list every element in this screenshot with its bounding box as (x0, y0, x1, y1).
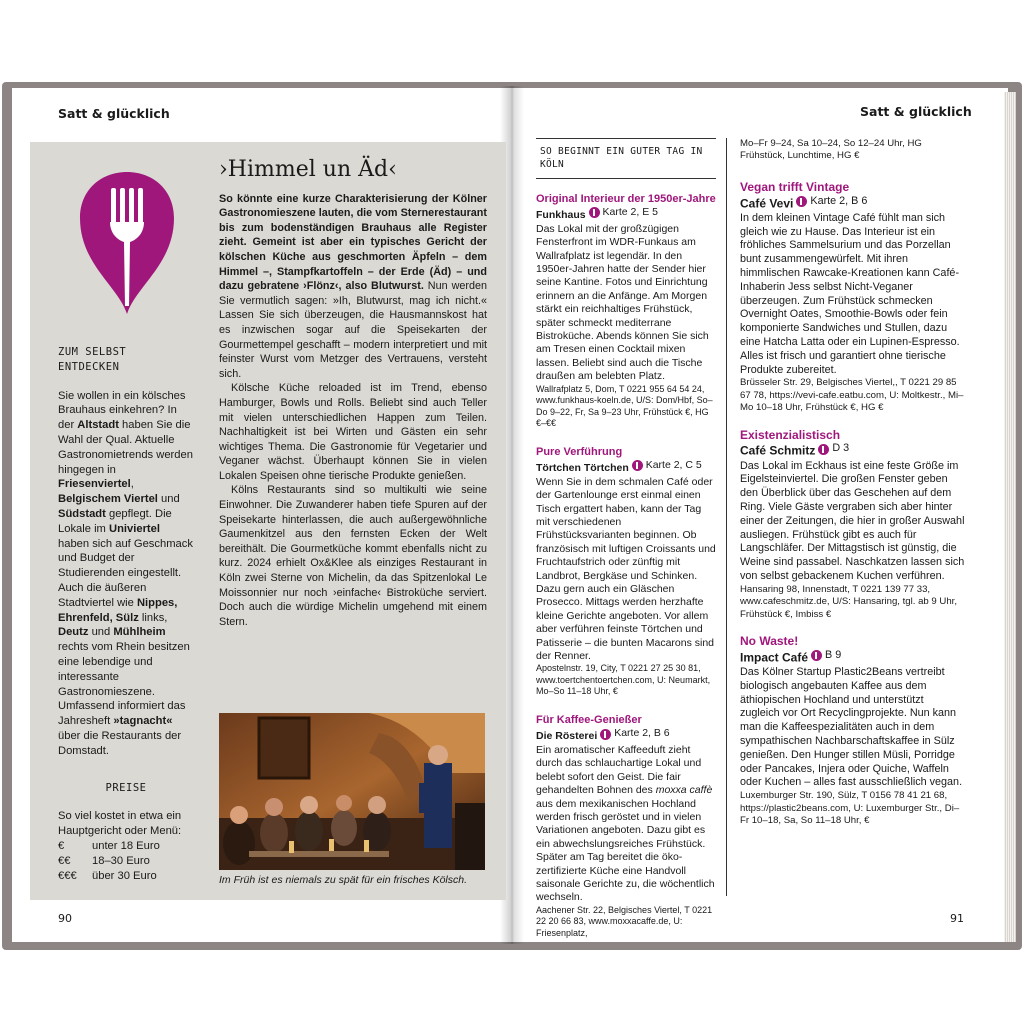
venue-address: Aachener Str. 22, Belgisches Viertel, T 0221 22 20 66 83, www.moxxacaffe.de, U: Friesenplatz, (536, 904, 713, 938)
venue-address: Apostelnstr. 19, City, T 0221 27 25 30 81, www.toertchentoertchen.com, U: Neumarkt, Mo–So 11–18 Uhr, € (536, 663, 711, 697)
venue-description: Das Kölner Startup Plastic2Beans vertreibt biologisch angebauten Kaffee aus dem äthiopischen Hochland und unterstützt zugleich vor Ort Recyclingprojekte. Nun kann man die Kaffeespezialitäten auch in dem sympathischen Nachbarschaftskaffee in Sülz genießen. Den Hunger stillen Müsli, Porridge oder Pancakes, Injera oder Quiche, Waffeln oder Kuchen – alles fast ausschließlich vegan. (740, 665, 963, 789)
venue-entry (740, 429, 966, 621)
district-nippes: Nippes, Ehrenfeld, Sülz (58, 596, 178, 624)
district-friesenviertel: Friesenviertel (58, 478, 131, 491)
map-pin-icon (589, 207, 600, 218)
venue-name-line (536, 727, 716, 744)
venue-description: Das Lokal mit der großzügigen Fensterfront im WDR-Funkaus am Wallrafplatz ist legendär. In den 1950er-Jahren hatte der Sender hier seine Kantine. Fotos und Einrichtung erinnern an die Anfänge. Am Morgen stärkt ein reichhaltiges Frühstück, später schmeckt mediterrane Bistroküche. Abends können Sie sich am Tresen einen Cocktail mixen lassen. Beliebt sind auch die Tische draußen am belebten Platz. (536, 222, 709, 383)
article-title: ›Himmel un Äd‹ (219, 157, 397, 182)
map-reference-text: Karte 2, B 6 (614, 727, 670, 740)
venue-entry (740, 181, 966, 415)
venue-name-line (536, 459, 716, 476)
brand-name: moxxa caffè (655, 784, 713, 797)
map-reference (811, 649, 841, 663)
photo-caption: Im Früh ist es niemals zu spät für ein frisches Kölsch. (219, 874, 468, 886)
sidebar-text-part: und (157, 493, 180, 506)
venue-address-continued: Mo–Fr 9–24, Sa 10–24, So 12–24 Uhr, HG Frühstück, Lunchtime, HG € (740, 138, 922, 162)
right-page-number: 91 (950, 912, 964, 925)
map-reference (600, 727, 669, 740)
map-pin-icon (811, 650, 822, 661)
venue-entry (740, 635, 966, 827)
article-paragraph-3: Kölns Restaurants sind so multikulti wie seine Einwohner. Die Zuwanderer haben tiefe Spuren auf der Speisekarte hinterlassen, die auch außergewöhnliche Gaumenkitzel aus den fernsten Ecken der Welt bereithält. Die Gourmetküche kommt ebenfalls nicht zu kurz. 2024 erhielt Ox&Klee als einziges Restaurant in Köln zwei Sterne von Michelin, da das Spitzenlokal Le Moissonnier nur noch ›einfache‹ Bistroküche serviert. Doch auch die würdige Michelin umgehend mit einem Stern. (219, 484, 487, 628)
sidebar-discover (58, 345, 194, 883)
sidebar-text-part: gepflegt. Die Lokale im (58, 507, 172, 535)
venue-name-line (740, 195, 966, 212)
fork-pin-icon (74, 168, 180, 318)
price-range: über 30 Euro (92, 869, 157, 882)
column-divider (726, 138, 727, 896)
venue-entry (536, 714, 716, 939)
prices-table (58, 839, 194, 883)
article-text: Nun werden Sie vermutlich sagen: »Ih, Blutwurst, mag ich nicht.« Lassen Sie sich überzeugen, die Hausmannskost hat es inzwischen sogar auf die Speisekarten der Gourmettempel geschafft – modern interpretiert und mit feinster Wurst vom Metzger des Vertrauens, versteht sich. (219, 280, 487, 380)
venue-address: Brüsseler Str. 29, Belgisches Viertel,, T 0221 29 85 67 78, https://vevi-cafe.eatbu.com, U: Moltkestr., Mi–Mo 10–18 Uhr, Frühstück €, HG € (740, 377, 964, 414)
district-suedstadt: Südstadt (58, 507, 106, 520)
price-symbol: €€ (58, 854, 71, 867)
venue-name: Die Rösterei (536, 730, 598, 743)
sidebar-text-part: haben Sie die Wahl der Qual. Aktuelle Gastronomietrends werden hingegen in (58, 419, 193, 476)
map-reference (632, 459, 702, 472)
venue-name-line (740, 442, 966, 459)
page-edges (1004, 92, 1016, 942)
map-reference-text: B 9 (825, 648, 842, 661)
price-symbol: € (58, 839, 65, 852)
map-reference (589, 206, 658, 219)
venue-name: Funkhaus (536, 209, 586, 222)
map-pin-icon (600, 729, 611, 740)
map-reference (818, 442, 849, 456)
venue-description-text: Ein aromatischer Kaffeeduft zieht durch das schlauchartige Lokal und belebt sofort den Geist. Die fair gehandelten Bohnen des (536, 743, 702, 797)
map-reference-text: Karte 2, E 5 (602, 206, 658, 219)
breakfast-column-1 (536, 138, 716, 955)
price-row (58, 839, 194, 854)
venue-category: Original Interieur der 1950er-Jahre (536, 192, 716, 205)
venue-category: Vegan trifft Vintage (740, 179, 850, 194)
venue-name: Café Schmitz (740, 443, 816, 458)
sidebar-text-part: und (88, 626, 114, 639)
district-muehlheim: Mühlheim (113, 626, 166, 639)
venue-name: Café Vevi (740, 196, 794, 210)
price-row (58, 854, 194, 869)
sidebar-title: ZUM SELBST ENTDECKEN (58, 346, 127, 373)
map-pin-icon (818, 444, 829, 455)
price-symbol: €€€ (58, 869, 77, 882)
prices-intro: So viel kostet in etwa ein Hauptgericht oder Menü: (58, 810, 182, 838)
column-title: SO BEGINNT EIN GUTER TAG IN KÖLN (536, 138, 716, 179)
venue-name-line (536, 206, 716, 223)
sidebar-text-part: links, (138, 611, 168, 624)
map-reference-text: Karte 2, B 6 (810, 194, 868, 207)
district-deutz: Deutz (58, 626, 89, 639)
venue-category: Für Kaffee-Genießer (536, 713, 642, 726)
venue-address: Luxemburger Str. 190, Sülz, T 0156 78 41 21 68, https://plastic2beans.com, U: Luxemburger Str., Di–Fr 10–18, Sa, So 11–18 Uhr, € (740, 790, 960, 826)
right-running-header: Satt & glücklich (860, 104, 972, 119)
venue-category: Existenzialistisch (740, 427, 841, 442)
map-pin-icon (632, 460, 643, 471)
brauhaus-photo (219, 713, 485, 870)
venue-description (536, 744, 716, 905)
venue-description: Wenn Sie in dem schmalen Café oder der Gartenlounge erst einmal einen Tisch ergattert haben, kann der Tag mit verschiedenen Frühstücksvarianten beginnen. Ob französisch mit luftigen Croissants und Fruchtaufstrich oder zünftig mit Landbrot, Bergkäse und Schinken. Dazu gern auch ein Gläschen Prosecco. Mittags werden herzhafte kleine Gerichte angeboten. Vor allem aber verführen feinste Törtchen und Patisserie – die bunten Macarons sind der Renner. (536, 475, 716, 662)
sidebar-text-part: , (130, 478, 134, 491)
sidebar-text-part: Sie wollen in ein kölsches Brauhaus einkehren? In der (58, 389, 186, 432)
district-belgisches-viertel: Belgischem Viertel (58, 493, 158, 506)
venue-name: Impact Café (740, 650, 809, 665)
venue-description: Das Lokal im Eckhaus ist eine feste Größe im Eigelsteinviertel. Die großen Fenster geben den Überblick über das Geschehen auf dem Ring. Viele Gäste vergraben sich aber hinter einer der Zeitungen, die hier in großer Auswahl ausliegen. Frühstück gibt es auch für Langschläfer. Der Mittagstisch ist günstig, die Weine sind passabel. Naschkatzen lassen sich von selbst gebackenem Kuchen verführen. (740, 459, 965, 582)
district-univiertel: Univiertel (109, 522, 160, 535)
left-running-header: Satt & glücklich (58, 106, 170, 121)
venue-category: Pure Verführung (536, 445, 623, 458)
map-pin-icon (796, 196, 807, 207)
venue-category: No Waste! (740, 633, 799, 648)
tagnacht-magazine: »tagnacht« (113, 715, 173, 728)
venue-entry (536, 193, 716, 430)
venue-description-text: aus dem mexikanischen Hochland werden frisch geröstet und in vielen Variationen angeboten. Dazu gibt es ein abwechslungsreiches Frühstück. Später am Tag bereitet die öko-zertifizierte Küche eine Handvoll saisonale Gerichte zu, die wöchentlich wechseln. (536, 797, 715, 904)
sidebar-text-part: über die Restaurants der Domstadt. (58, 729, 182, 757)
venue-name: Törtchen Törtchen (536, 462, 629, 475)
venue-address: Wallrafplatz 5, Dom, T 0221 955 64 54 24, www.funkhaus-koeln.de, U/S: Dom/Hbf, So–Do 9–22, Fr, Sa 9–23 Uhr, Frühstück €, HG €–€€ (536, 383, 713, 429)
map-reference-text: Karte 2, C 5 (645, 459, 702, 472)
map-reference-text: D 3 (832, 442, 850, 455)
venue-description: In dem kleinen Vintage Café fühlt man sich gleich wie zu Hause. Das Interieur ist ein fröhliches Sammelsurium und das Porzellan bunt zusammengewürfelt. Mit ihren himmlischen Rawcake-Kreationen kann Café-Inhaberin Jess selbst Nicht-Veganer überzeugen. Zum Frühstück schmecken Overnight Oates, Smoothie-Bowls oder fein komponierte Sandwiches und Stullen, dazu eine Hatcha Latta oder ein Lupinen-Espresso. Alles ist frisch und garantiert ohne tierische Produkte zubereitet. (740, 211, 960, 376)
sidebar-text-part: rechts vom Rhein besitzen eine lebendige und interessante Gastronomieszene. Umfassend informiert das Jahresheft (58, 641, 190, 728)
article-lead: So könnte eine kurze Charakterisierung der Kölner Gastronomieszene lauten, die vom Sternerestaurant bis zum bodenständigen Brauhaus alle Register zieht. Gemeint ist aber ein typisches Gericht der kölschen Küche aus geschmorten Äpfeln – dem Himmel –, Stampfkartoffeln – der Erde (Äd) – und dazu gebratene ›Flönz‹, also Blutwurst. (219, 192, 487, 293)
district-altstadt: Altstadt (77, 419, 119, 432)
sidebar-text (58, 389, 194, 759)
article-paragraph-1 (219, 192, 487, 382)
venue-entry (536, 446, 716, 698)
price-range: unter 18 Euro (92, 839, 160, 852)
sidebar-text-part: haben sich auf Geschmack und Budget der Studierenden eingestellt. Auch die äußeren Stadtviertel wie (58, 537, 193, 609)
price-range: 18–30 Euro (92, 854, 150, 867)
map-reference (796, 195, 867, 209)
left-page-number: 90 (58, 912, 72, 925)
price-row (58, 869, 194, 884)
prices-title: PREISE (105, 781, 147, 794)
breakfast-column-2 (740, 138, 966, 841)
feature-article (219, 157, 487, 629)
venue-name-line (740, 649, 966, 666)
article-paragraph-2: Kölsche Küche reloaded ist im Trend, ebenso Hamburger, Bowls und Rolls. Beliebt sind auch Teller mit vielen unterschiedlichen Happen zum Teilen. Nachhaltigkeit ist bei Wirten und Gästen ein sehr wichtiges Thema. Die Gastronomie für Vegetarier und Veganer wächst. Überhaupt können Sie in vielen Lokalen Speisen ohne tierische Produkte genießen. (219, 382, 487, 482)
venue-address: Hansaring 98, Innenstadt, T 0221 139 77 33, www.cafeschmitz.de, U/S: Hansaring, tgl. ab 9 Uhr, Frühstück €, Imbiss € (740, 583, 958, 620)
